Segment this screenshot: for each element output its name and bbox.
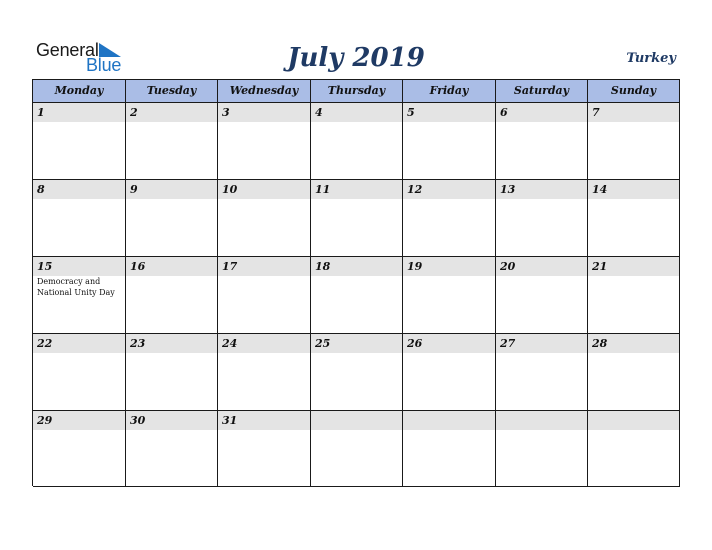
- day-number: [588, 411, 679, 430]
- generalblue-logo: [36, 40, 136, 74]
- holiday-label: Democracy and National Unity Day: [37, 277, 115, 297]
- day-number: [403, 411, 495, 430]
- day-cell[interactable]: [311, 334, 403, 411]
- day-number: [496, 411, 587, 430]
- day-cell[interactable]: [588, 103, 680, 180]
- day-cell[interactable]: [218, 411, 311, 487]
- day-cell[interactable]: [311, 103, 403, 180]
- day-number: 20: [496, 257, 587, 276]
- day-number: 3: [218, 103, 310, 122]
- day-number: 29: [33, 411, 125, 430]
- day-number: 11: [311, 180, 402, 199]
- day-number: 21: [588, 257, 679, 276]
- day-number: 14: [588, 180, 679, 199]
- day-cell[interactable]: [126, 411, 218, 487]
- day-cell[interactable]: [126, 334, 218, 411]
- day-number: 5: [403, 103, 495, 122]
- day-number: 2: [126, 103, 217, 122]
- day-cell[interactable]: [496, 257, 588, 334]
- day-number: 8: [33, 180, 125, 199]
- weekday-header: Sunday: [588, 80, 680, 103]
- day-number: 30: [126, 411, 217, 430]
- week-row: [33, 334, 680, 411]
- weekday-header: Saturday: [496, 80, 588, 103]
- weekday-header: Tuesday: [126, 80, 218, 103]
- day-number: 24: [218, 334, 310, 353]
- day-number: 25: [311, 334, 402, 353]
- day-number: 13: [496, 180, 587, 199]
- country-label: Turkey: [626, 51, 676, 66]
- day-number: 19: [403, 257, 495, 276]
- day-number: 18: [311, 257, 402, 276]
- day-number: 12: [403, 180, 495, 199]
- day-number: 23: [126, 334, 217, 353]
- logo-text-blue: Blue: [86, 55, 122, 75]
- month-calendar-grid: [32, 79, 680, 486]
- day-number: 17: [218, 257, 310, 276]
- day-cell[interactable]: [496, 334, 588, 411]
- day-number: 31: [218, 411, 310, 430]
- weekday-header: Monday: [33, 80, 126, 103]
- calendar-title: July 2019: [287, 43, 425, 73]
- day-cell[interactable]: [588, 334, 680, 411]
- day-cell[interactable]: [218, 103, 311, 180]
- empty-day-cell: [496, 411, 588, 487]
- day-cell[interactable]: [33, 257, 126, 334]
- day-number: 15: [33, 257, 125, 276]
- day-number: 16: [126, 257, 217, 276]
- day-number: 28: [588, 334, 679, 353]
- day-number: [311, 411, 402, 430]
- day-cell[interactable]: [403, 180, 496, 257]
- day-cell[interactable]: [33, 334, 126, 411]
- weekday-header: Wednesday: [218, 80, 311, 103]
- day-number: 26: [403, 334, 495, 353]
- week-row: [33, 103, 680, 180]
- week-row: [33, 257, 680, 334]
- day-cell[interactable]: [588, 180, 680, 257]
- weekday-header: Thursday: [311, 80, 403, 103]
- day-cell[interactable]: [218, 334, 311, 411]
- weekday-header: Friday: [403, 80, 496, 103]
- week-row: [33, 411, 680, 487]
- day-cell[interactable]: [403, 334, 496, 411]
- day-number: 27: [496, 334, 587, 353]
- day-number: 10: [218, 180, 310, 199]
- weekday-header-row: [33, 80, 680, 103]
- day-cell[interactable]: [126, 103, 218, 180]
- day-number: 1: [33, 103, 125, 122]
- day-cell[interactable]: [403, 103, 496, 180]
- day-number: 9: [126, 180, 217, 199]
- day-cell[interactable]: [588, 257, 680, 334]
- day-cell[interactable]: [311, 257, 403, 334]
- day-cell[interactable]: [311, 180, 403, 257]
- day-cell[interactable]: [496, 103, 588, 180]
- empty-day-cell: [588, 411, 680, 487]
- day-cell[interactable]: [218, 257, 311, 334]
- day-cell[interactable]: [126, 180, 218, 257]
- day-cell[interactable]: [126, 257, 218, 334]
- day-number: 6: [496, 103, 587, 122]
- empty-day-cell: [311, 411, 403, 487]
- day-number: 4: [311, 103, 402, 122]
- day-cell[interactable]: [403, 257, 496, 334]
- day-number: 7: [588, 103, 679, 122]
- day-cell[interactable]: [33, 103, 126, 180]
- empty-day-cell: [403, 411, 496, 487]
- day-cell[interactable]: [496, 180, 588, 257]
- day-cell[interactable]: [33, 180, 126, 257]
- day-cell[interactable]: [218, 180, 311, 257]
- day-number: 22: [33, 334, 125, 353]
- week-row: [33, 180, 680, 257]
- logo-text-general: General: [36, 40, 99, 60]
- day-cell[interactable]: [33, 411, 126, 487]
